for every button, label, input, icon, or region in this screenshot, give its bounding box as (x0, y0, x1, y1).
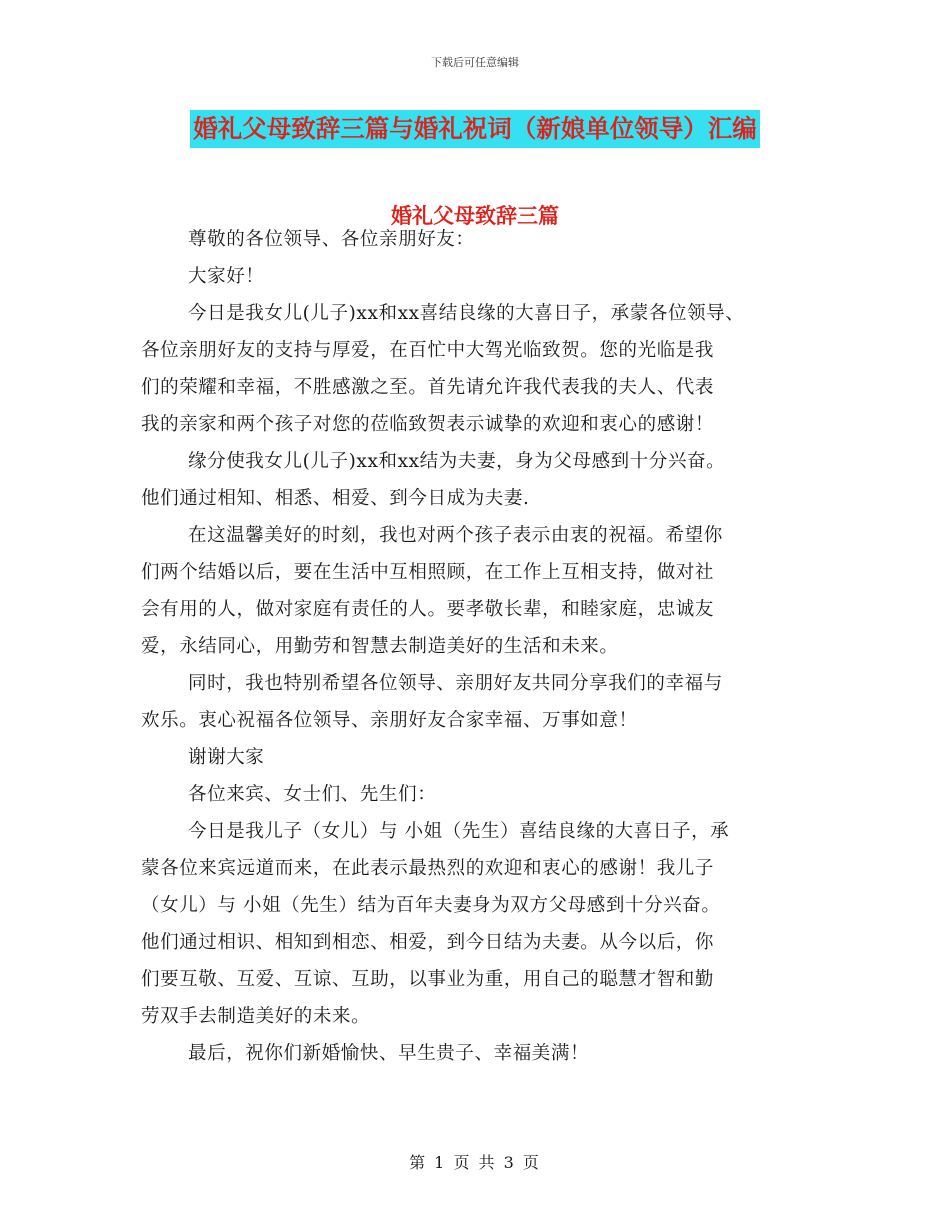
text-line: 劳双手去制造美好的未来。 (141, 1006, 371, 1027)
text-line: 蒙各位来宾远道而来，在此表示最热烈的欢迎和衷心的感谢！我儿子 (141, 858, 715, 879)
text-line: 爱，永结同心，用勤劳和智慧去制造美好的生活和未来。 (141, 636, 619, 657)
text-line: 今日是我儿子（女儿）与 小姐（先生）喜结良缘的大喜日子，承 (188, 821, 730, 842)
text-line: 各位来宾、女士们、先生们： (188, 784, 437, 805)
text-line: 今日是我女儿(儿子)xx和xx喜结良缘的大喜日子，承蒙各位领导、 (188, 303, 745, 324)
text-line: 他们通过相知、相悉、相爱、到今日成为夫妻. (141, 488, 530, 509)
text-line: 大家好！ (188, 266, 265, 287)
page-header-note: 下载后可任意编辑 (431, 56, 519, 69)
text-line: 欢乐。衷心祝福各位领导、亲朋好友合家幸福、万事如意！ (141, 710, 638, 731)
section-title: 婚礼父母致辞三篇 (391, 203, 559, 228)
text-line: 在这温馨美好的时刻，我也对两个孩子表示由衷的祝福。希望你 (188, 525, 723, 546)
text-line: 最后，祝你们新婚愉快、早生贵子、幸福美满！ (188, 1043, 590, 1064)
page-footer: 第 1 页 共 3 页 (409, 1153, 541, 1172)
text-line: 我的亲家和两个孩子对您的莅临致贺表示诚挚的欢迎和衷心的感谢！ (141, 414, 715, 435)
main-title: 婚礼父母致辞三篇与婚礼祝词（新娘单位领导）汇编 (190, 110, 760, 148)
main-title-container (0, 110, 950, 148)
text-line: 们的荣耀和幸福，不胜感激之至。首先请允许我代表我的夫人、代表 (141, 377, 715, 398)
text-line: 会有用的人，做对家庭有责任的人。要孝敬长辈，和睦家庭，忠诚友 (141, 599, 715, 620)
text-line: 谢谢大家 (188, 747, 265, 768)
text-line: 尊敬的各位领导、各位亲朋好友： (188, 229, 475, 250)
text-line: 各位亲朋好友的支持与厚爱，在百忙中大驾光临致贺。您的光临是我 (141, 340, 715, 361)
text-line: 他们通过相识、相知到相恋、相爱，到今日结为夫妻。从今以后，你 (141, 932, 715, 953)
text-line: （女儿）与 小姐（先生）结为百年夫妻身为双方父母感到十分兴奋。 (141, 895, 721, 916)
document-body (141, 221, 831, 1072)
text-line: 们要互敬、互爱、互谅、互助，以事业为重，用自己的聪慧才智和勤 (141, 969, 715, 990)
text-line: 缘分使我女儿(儿子)xx和xx结为夫妻，身为父母感到十分兴奋。 (188, 451, 726, 472)
text-line: 同时，我也特别希望各位领导、亲朋好友共同分享我们的幸福与 (188, 673, 723, 694)
text-line: 们两个结婚以后，要在生活中互相照顾，在工作上互相支持，做对社 (141, 562, 715, 583)
